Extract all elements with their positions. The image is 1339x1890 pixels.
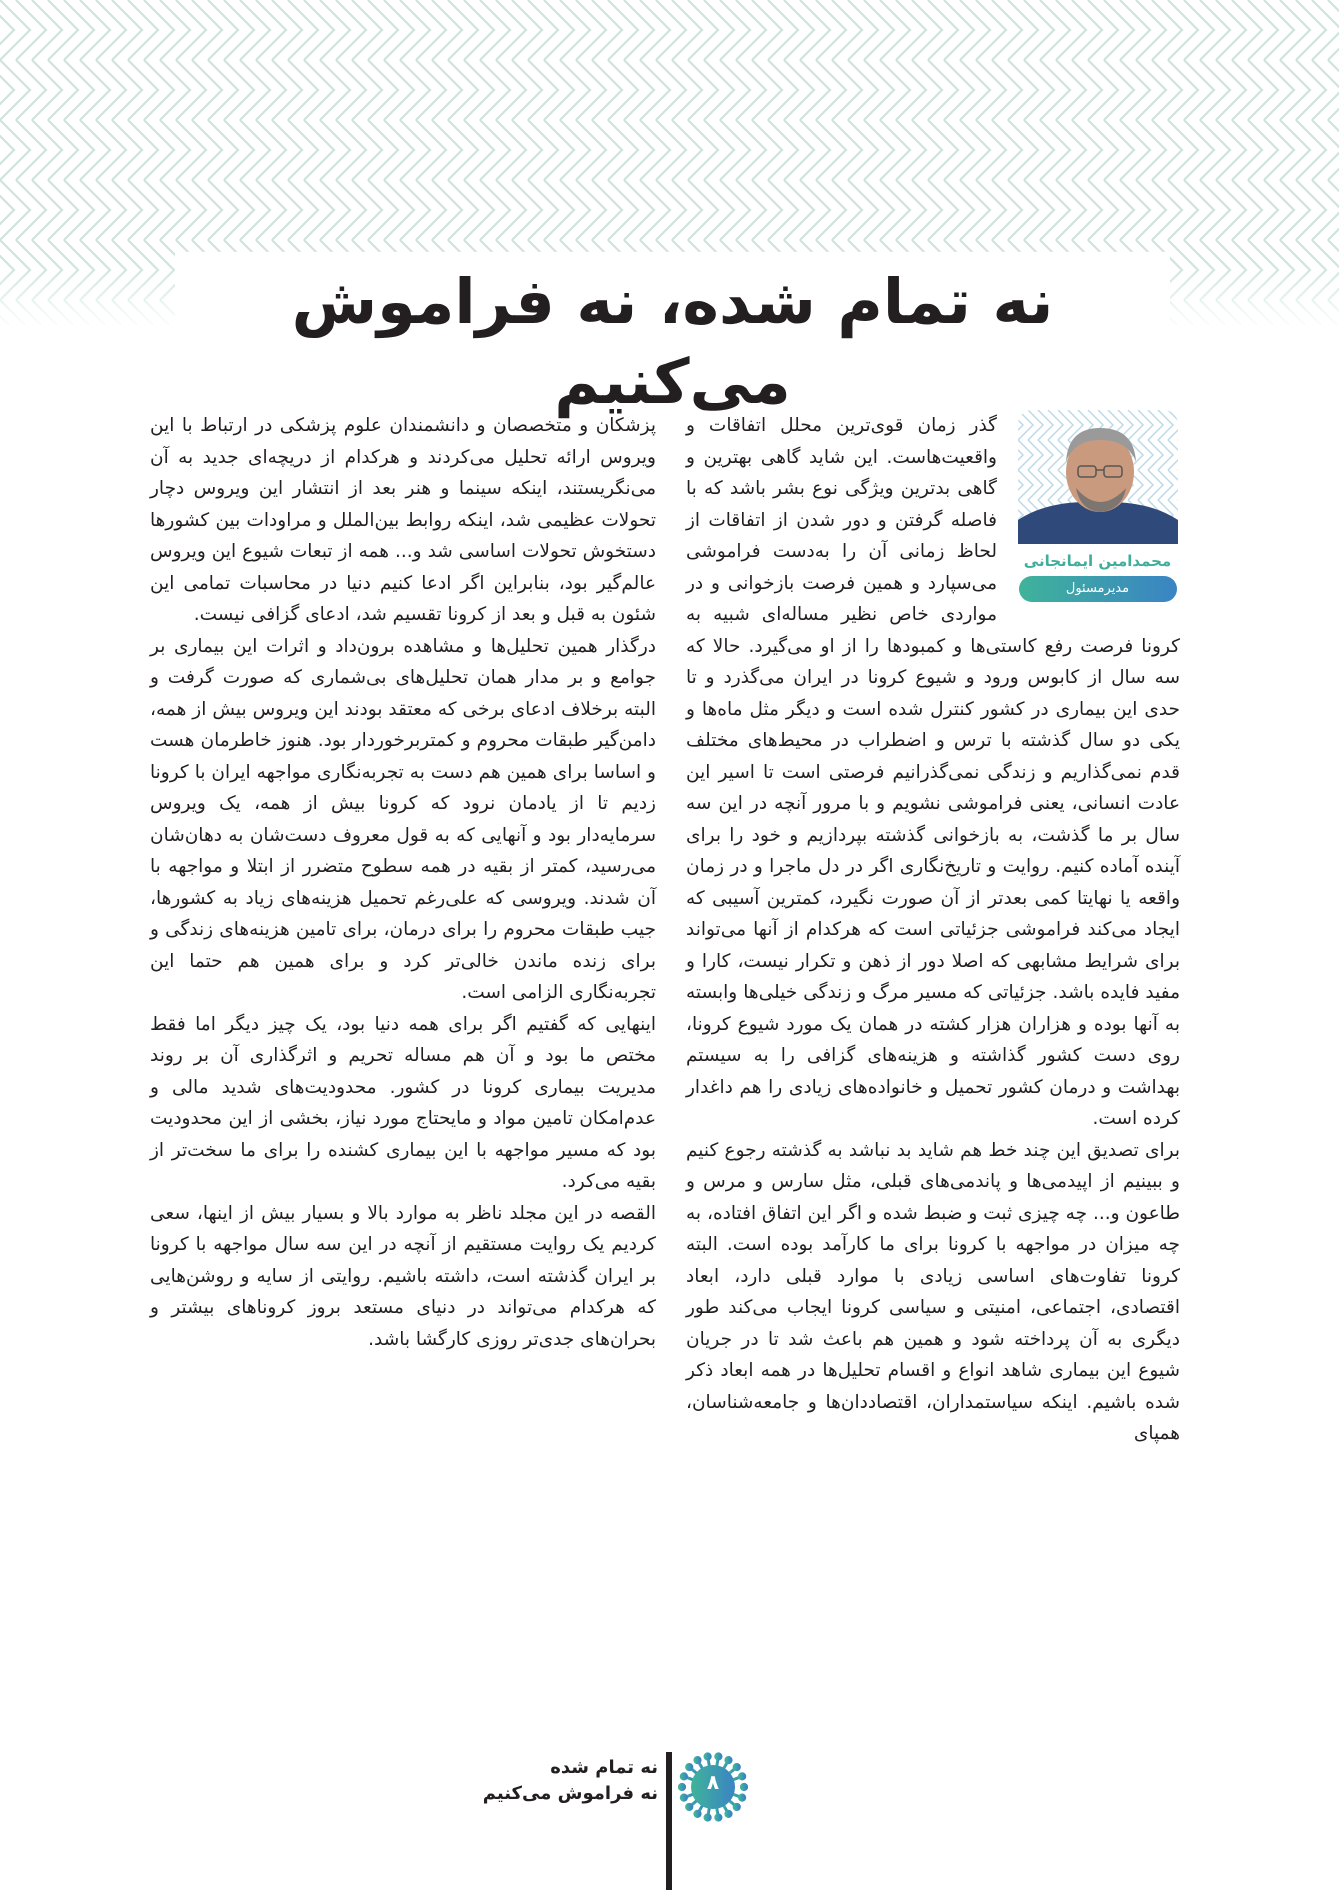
paragraph: اینهایی که گفتیم اگر برای همه دنیا بود، یک چیز دیگر اما فقط مختص ما بود و آن هم مساله تحریم و اثرگذاری آن بر روند مدیریت بیماری کرونا در کشور. محدودیت‌های شدید مالی و عدم‌امکان تامین مواد و مایحتاج مورد نیاز، بخشی از این محدودیت بود که مسیر مواجهه با این بیماری کشنده را برای ما سخت‌تر از بقیه می‌کرد. xyxy=(150,1013,656,1192)
virus-spike-tip xyxy=(716,1815,721,1820)
article-column-right xyxy=(686,410,1180,1450)
author-role-badge: مدیرمسئول xyxy=(1019,576,1177,602)
virus-spike-tip xyxy=(740,1795,745,1800)
footer-line-2: نه فراموش می‌کنیم xyxy=(482,1783,658,1804)
author-name: محمدامین ایمانجانی xyxy=(1023,552,1172,570)
virus-spike-tip xyxy=(734,1804,739,1809)
footer-divider xyxy=(666,1752,672,1890)
virus-spike-tip xyxy=(705,1815,710,1820)
virus-spike-tip xyxy=(726,1758,731,1763)
virus-spike-tip xyxy=(695,1811,700,1816)
virus-spike-tip xyxy=(705,1754,710,1759)
author-photo xyxy=(1018,410,1178,544)
virus-spike-tip xyxy=(726,1811,731,1816)
virus-spike-tip xyxy=(687,1764,692,1769)
virus-spike-tip xyxy=(695,1758,700,1763)
page-title: نه تمام شده، نه فراموش می‌کنیم xyxy=(291,265,1054,418)
virus-spike-tip xyxy=(681,1795,686,1800)
page-number: ۸ xyxy=(706,1770,720,1794)
virus-spike-tip xyxy=(716,1754,721,1759)
virus-spike-tip xyxy=(687,1804,692,1809)
virus-spike-tip xyxy=(734,1764,739,1769)
paragraph: برای تصدیق این چند خط هم شاید بد نباشد به گذشته رجوع کنیم و ببینیم از اپیدمی‌ها و پاندمی‌های قبلی، مثل سارس و مرس و طاعون و... چه چیزی ثبت و ضبط شده و اگر این اتفاق افتاده، به چه میزان در مواجهه با کرونا برای ما کارآمد بوده است. البته کرونا تفاوت‌های اساسی زیادی با موارد قبلی دارد، ابعاد اقتصادی، اجتماعی، امنیتی و سیاسی کرونا ایجاب می‌کند طور دیگری به آن پرداخته شود و همین هم باعث شد تا در جریان شیوع این بیماری شاهد انواع و اقسام تحلیل‌ها در همه ابعاد ذکر شده باشیم. اینکه سیاستمداران، اقتصاددان‌ها و جامعه‌شناسان، همپای xyxy=(686,1139,1180,1444)
paragraph: درگذار همین تحلیل‌ها و مشاهده برون‌داد و اثرات این بیماری بر جوامع و بر مدار همان تحلیل‌های بی‌شماری که صورت گرفت و البته برخلاف ادعای برخی که معتقد بودند این ویروس بیش از همه، دامن‌گیر طبقات محروم و کمتربرخوردار بود. هنوز خاطرمان هست و اساسا برای همین هم دست به تجربه‌نگاری مواجهه ایران با کرونا زدیم تا از یادمان نرود که کرونا بیش از همه، یک ویروس سرمایه‌دار بود و آنهایی که به قول معروف دست‌شان به دهان‌شان می‌رسید، کمتر از بقیه در همه سطوح متضرر از ابتلا و مواجهه با آن شدند. ویروسی که علی‌رغم تحمیل هزینه‌های زیاد به کشورها، جیب طبقات محروم را برای درمان، برای تامین هزینه‌های زندگی و برای زنده ماندن خالی‌تر کرد و برای همین هم حتما این تجربه‌نگاری الزامی است. xyxy=(150,635,656,1003)
footer-line-1: نه تمام شده xyxy=(550,1757,658,1778)
paragraph: القصه در این مجلد ناظر به موارد بالا و بسیار بیش از اینها، سعی کردیم یک روایت مستقیم از آنچه در این سه سال مواجهه با کرونا بر ایران گذشته است، داشته باشیم. روایتی از سایه و روشن‌هایی که هرکدام می‌تواند در دنیای مستعد بروز کروناهای بیشتر و بحران‌های جدی‌تر روزی کارگشا باشد. xyxy=(150,1202,656,1350)
author-card xyxy=(1015,410,1180,608)
footer-running-title xyxy=(420,1755,658,1807)
paragraph: گذر زمان قوی‌ترین محلل اتفاقات و واقعیت‌هاست. این شاید گاهی بهترین و گاهی بدترین ویژگی نوع بشر باشد که با فاصله گرفتن و دور شدن از اتفاقات از لحاظ زمانی آن را به‌دست فراموشی می‌سپارد و همین فرصت بازخوانی و در مواردی خاص نظیر مساله‌ای شبیه به کرونا فرصت رفع کاستی‌ها و کمبودها را از او می‌گیرد. حالا که سه سال از کابوس ورود و شیوع کرونا در ایران می‌گذرد و تا حدی این بیماری در کشور کنترل شده است و دیگر مثل ماه‌ها و یکی دو سال گذشته با ترس و اضطراب در محیط‌های مختلف قدم نمی‌گذاریم و زندگی نمی‌گذرانیم فرصتی است تا اسیر این عادت انسانی، یعنی فراموشی نشویم و با مرور آنچه در این سه سال بر ما گذشت، به بازخوانی گذشته بپردازیم و خود را برای آینده آماده کنیم. روایت و تاریخ‌نگاری اگر در دل ماجرا و در زمان واقعه یا نهایتا کمی بعدتر از آن صورت نگیرد، کمترین آسیبی که ایجاد می‌کند فراموشی جزئیاتی است که هرکدام از آنها می‌تواند برای شرایط مشابهی که اصلا دور از ذهن و تکرار نیست، کارا و مفید فایده باشد. جزئیاتی که مسیر مرگ و زندگی خیلی‌ها وابسته به آنها بوده و هزاران هزار کشته در همان یک مورد شیوع کرونا، روی دست کشور گذاشته و هزینه‌های گزافی را به سیستم بهداشت و درمان کشور تحمیل و خانواده‌های زیادی را هم داغدار کرده است. xyxy=(686,415,1180,1129)
paragraph: پزشکان و متخصصان و دانشمندان علوم پزشکی در ارتباط با این ویروس ارائه تحلیل می‌کردند و هرکدام از دریچه‌ای جدید به آن می‌نگریستند، اینکه سینما و هنر بعد از انتشار این ویروس دچار تحولات عظیمی شد، اینکه روابط بین‌الملل و مراودات بین کشورها دستخوش تحولات اساسی شد و... همه از تبعات شیوع این ویروس عالم‌گیر بود، بنابراین اگر ادعا کنیم دنیا در محاسبات تمامی این شئون به قبل و بعد از کرونا تقسیم شد، ادعای گزافی نیست. xyxy=(150,415,656,625)
article-column-left xyxy=(150,410,656,1355)
